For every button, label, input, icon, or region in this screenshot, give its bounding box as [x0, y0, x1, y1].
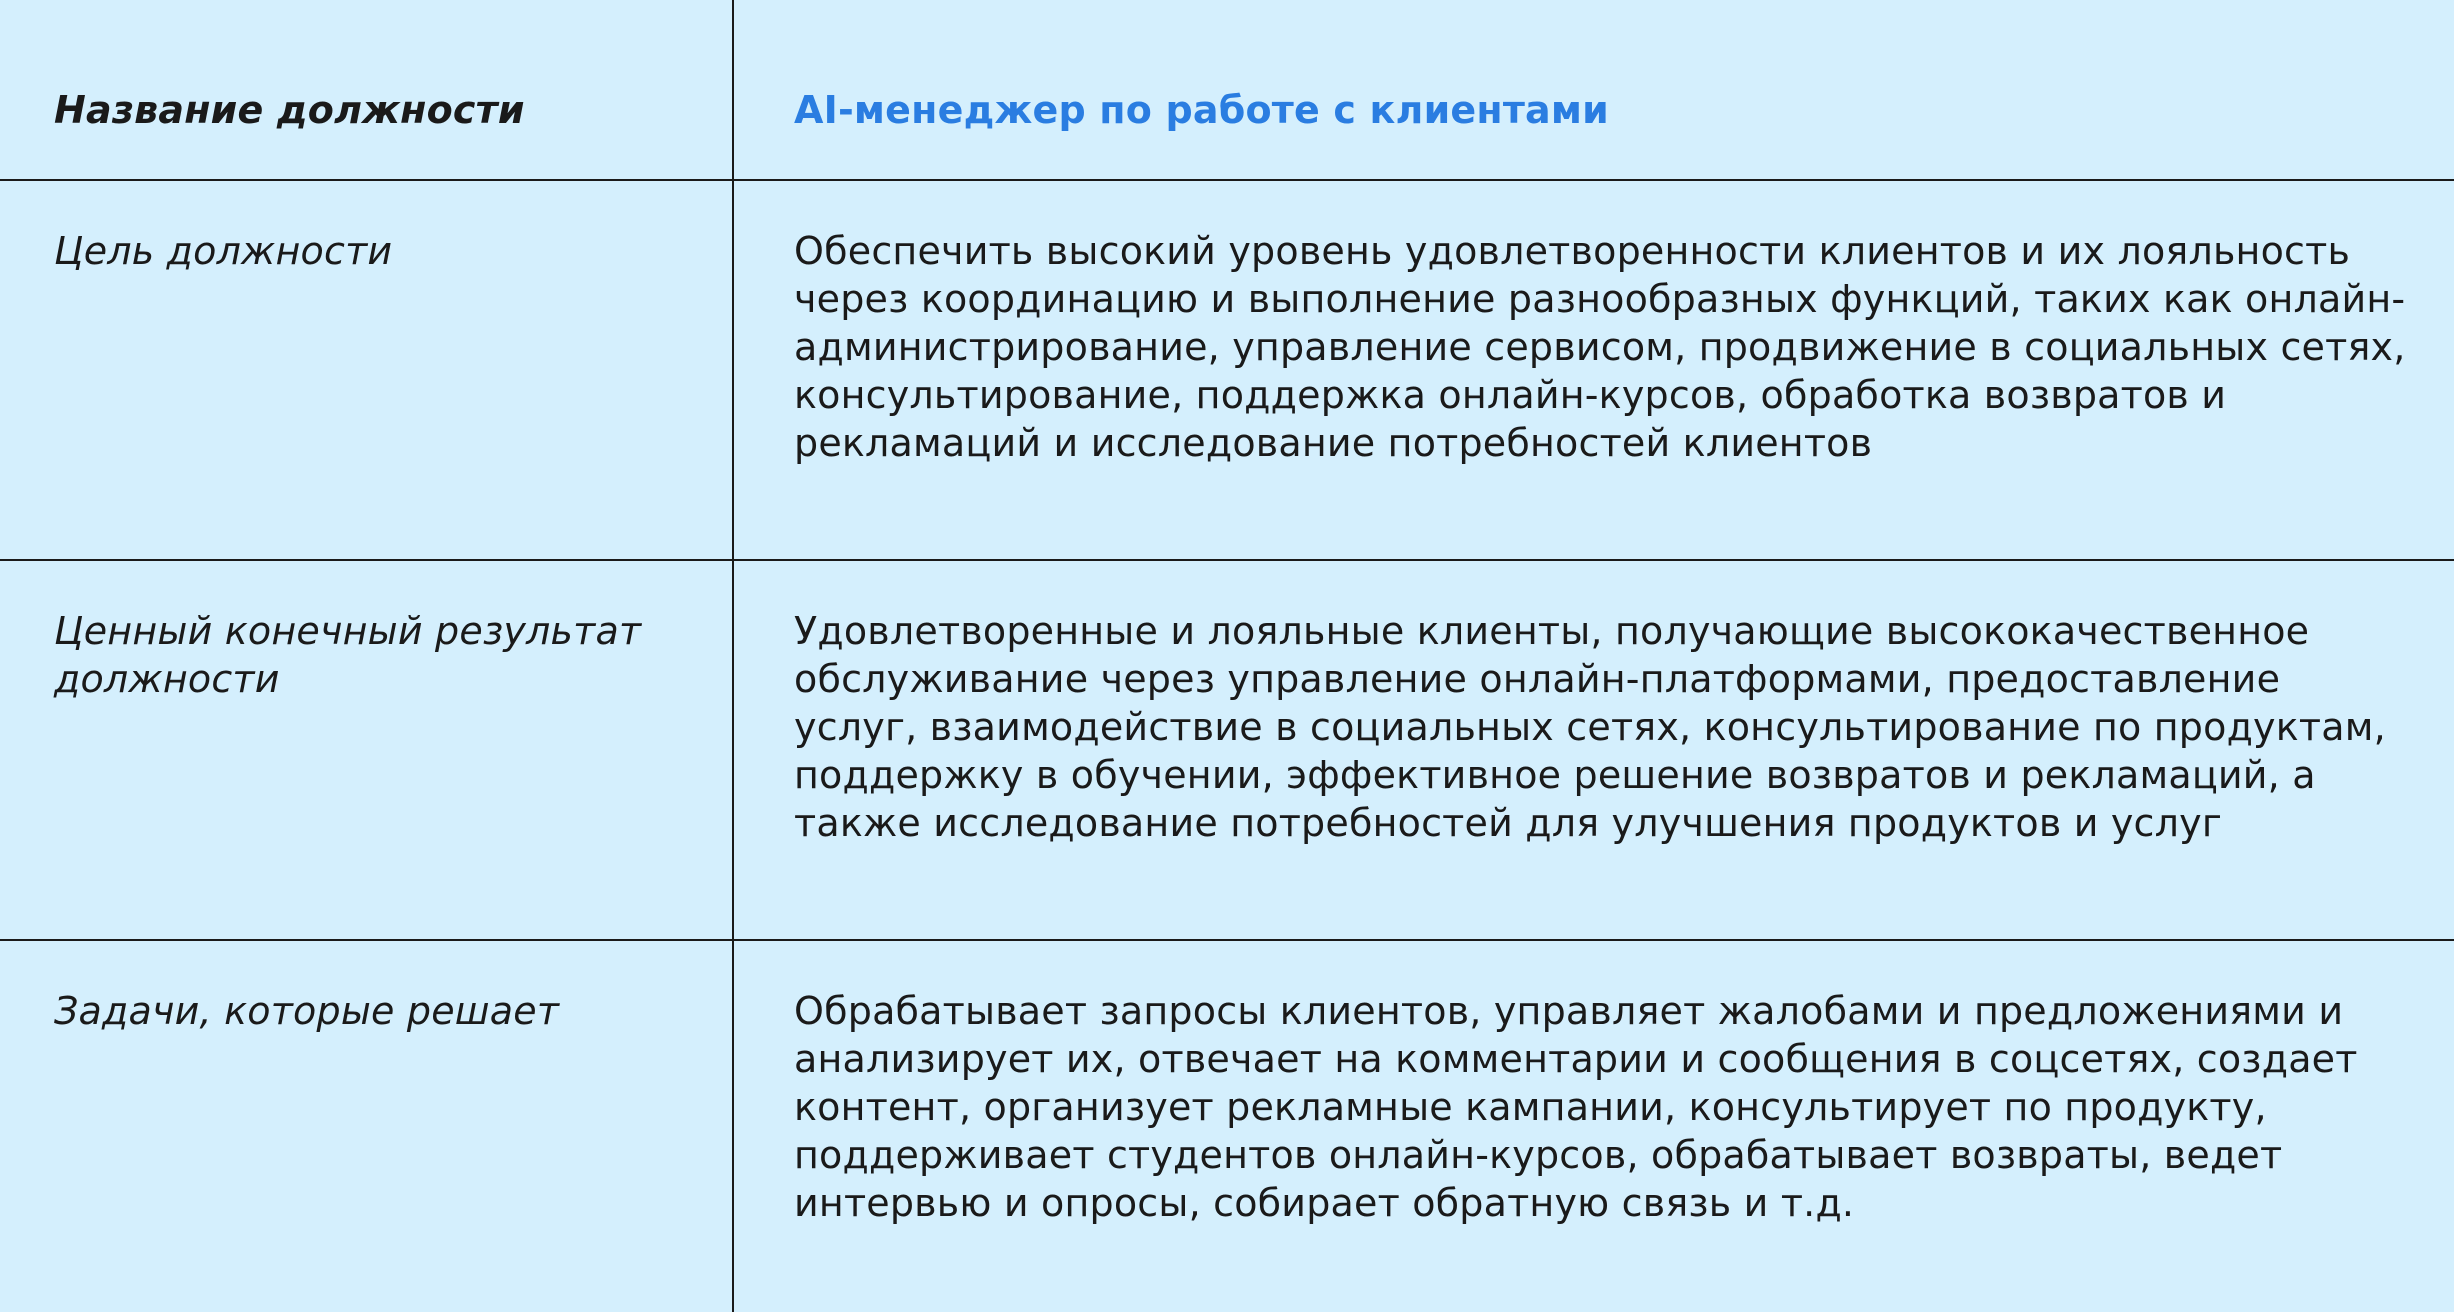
job-title-value: AI-менеджер по работе с клиентами — [794, 88, 1609, 132]
row-label: Цель должности — [54, 229, 393, 273]
row-value: Обеспечить высокий уровень удовлетворенности клиентов и их лояльность через координацию и выполнение разнообразных функций, таких как онлайн-администрирование, управление сервисом, продвижение в социальных сетях, консультирование, поддержка онлайн-курсов, обработка возвратов и рекламаций и исследование потребностей клиентов — [794, 229, 2406, 465]
value-cell — [733, 180, 2454, 560]
row-label: Ценный конечный результат должности — [54, 609, 642, 701]
label-cell — [0, 180, 733, 560]
table-row — [0, 0, 2454, 180]
row-value: Удовлетворенные и лояльные клиенты, получающие высококачественное обслуживание через управление онлайн-платформами, предоставление услуг, взаимодействие в социальных сетях, консультирование по продуктам, поддержку в обучении, эффективное решение возвратов и рекламаций, а также исследование потребностей для улучшения продуктов и услуг — [794, 609, 2386, 845]
label-cell — [0, 940, 733, 1312]
table-row — [0, 560, 2454, 940]
row-value: Обрабатывает запросы клиентов, управляет жалобами и предложениями и анализирует их, отвечает на комментарии и сообщения в соцсетях, создает контент, организует рекламные кампании, консультирует по продукту, поддерживает студентов онлайн-курсов, обрабатывает возвраты, ведет интервью и опросы, собирает обратную связь и т.д. — [794, 989, 2358, 1225]
label-cell — [0, 560, 733, 940]
value-cell — [733, 0, 2454, 180]
table-row — [0, 940, 2454, 1312]
value-cell — [733, 940, 2454, 1312]
value-cell — [733, 560, 2454, 940]
row-label: Задачи, которые решает — [54, 989, 560, 1033]
table-row — [0, 180, 2454, 560]
label-cell — [0, 0, 733, 180]
row-label: Название должности — [54, 88, 525, 132]
